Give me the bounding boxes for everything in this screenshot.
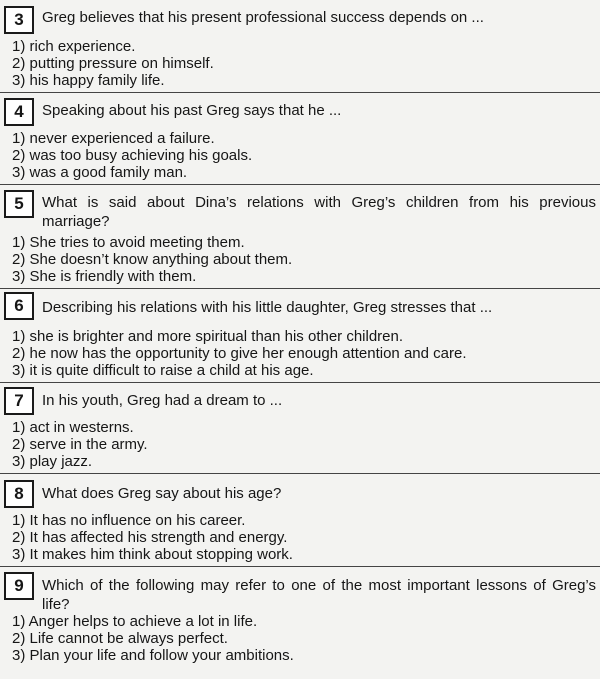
question-text: In his youth, Greg had a dream to ... [42,392,283,409]
question-text: What is said about Dina’s relations with Greg’s children from his previous marriage? [42,194,596,230]
answer-options [12,234,596,285]
answer-option: 3) She is friendly with them. [12,268,197,285]
question-text: Greg believes that his present professional success depends on ... [42,9,484,26]
question-block-5 [0,188,600,289]
question-text: Describing his relations with his little daughter, Greg stresses that ... [42,299,493,316]
answer-option: 3) play jazz. [12,453,93,470]
answer-option: 3) it is quite difficult to raise a child at his age. [12,362,314,379]
answer-option: 3) Plan your life and follow your ambitions. [12,647,294,664]
question-number: 4 [4,98,34,126]
question-block-4 [0,96,600,185]
question-number: 5 [4,190,34,218]
answer-option: 2) She doesn’t know anything about them. [12,251,293,268]
answer-option: 2) It has affected his strength and energy. [12,529,288,546]
answer-option: 3) his happy family life. [12,72,165,89]
question-number: 3 [4,6,34,34]
answer-options [12,613,596,664]
answer-options [12,419,596,470]
question-block-3 [0,4,600,93]
answer-option: 2) he now has the opportunity to give her enough attention and care. [12,345,467,362]
answer-options [12,512,596,563]
question-number: 7 [4,387,34,415]
answer-option: 1) Anger helps to achieve a lot in life. [12,613,258,630]
question-text: Speaking about his past Greg says that he ... [42,102,342,119]
question-block-8 [0,478,600,567]
answer-option: 2) serve in the army. [12,436,148,453]
answer-options [12,38,596,89]
question-number: 8 [4,480,34,508]
answer-options [12,328,596,379]
answer-options [12,130,596,181]
answer-option: 1) never experienced a failure. [12,130,215,147]
question-number: 6 [4,292,34,320]
question-text: Which of the following may refer to one of the most important lessons of Greg’s life? [42,577,596,613]
answer-option: 2) putting pressure on himself. [12,55,214,72]
question-text: What does Greg say about his age? [42,485,282,502]
question-block-6 [0,290,600,383]
answer-option: 1) rich experience. [12,38,136,55]
question-number: 9 [4,572,34,600]
question-block-9 [0,570,600,676]
answer-option: 1) act in westerns. [12,419,134,436]
answer-option: 2) was too busy achieving his goals. [12,147,253,164]
answer-option: 3) was a good family man. [12,164,188,181]
answer-option: 1) she is brighter and more spiritual than his other children. [12,328,404,345]
answer-option: 2) Life cannot be always perfect. [12,630,228,647]
answer-option: 1) It has no influence on his career. [12,512,246,529]
question-block-7 [0,385,600,474]
answer-option: 3) It makes him think about stopping work. [12,546,293,563]
answer-option: 1) She tries to avoid meeting them. [12,234,245,251]
